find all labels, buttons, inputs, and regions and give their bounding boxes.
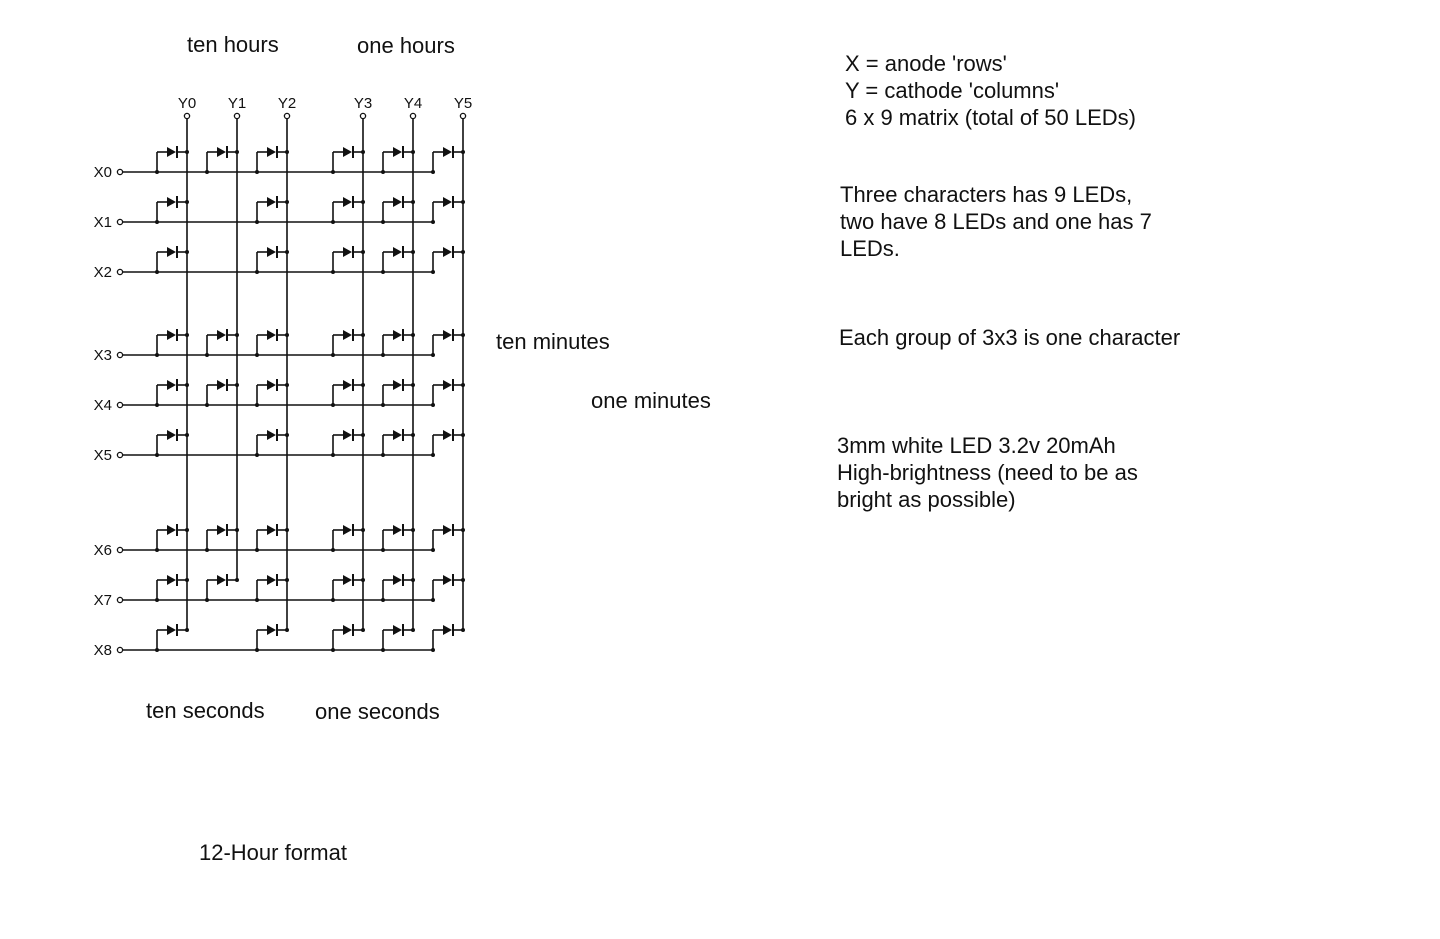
led-diode-icon bbox=[167, 625, 176, 635]
led-diode-icon bbox=[393, 575, 402, 585]
note-line: X = anode 'rows' bbox=[845, 51, 1007, 76]
led-diode-icon bbox=[343, 197, 352, 207]
junction-dot bbox=[185, 250, 189, 254]
note-line: High-brightness (need to be as bbox=[837, 460, 1138, 485]
note-line: 6 x 9 matrix (total of 50 LEDs) bbox=[845, 105, 1136, 130]
row-label-x1: X1 bbox=[93, 214, 112, 231]
note-counts bbox=[840, 181, 1152, 262]
junction-dot bbox=[285, 528, 289, 532]
led-diode-icon bbox=[267, 525, 276, 535]
junction-dot bbox=[461, 578, 465, 582]
led-diode-icon bbox=[343, 430, 352, 440]
column-terminal-y4 bbox=[410, 113, 415, 118]
junction-dot bbox=[285, 250, 289, 254]
junction-dot bbox=[155, 648, 159, 652]
junction-dot bbox=[461, 200, 465, 204]
note-line: LEDs. bbox=[840, 236, 900, 261]
row-label-x3: X3 bbox=[93, 347, 112, 364]
row-label-x0: X0 bbox=[93, 164, 112, 181]
junction-dot bbox=[185, 628, 189, 632]
junction-dot bbox=[361, 383, 365, 387]
junction-dot bbox=[461, 528, 465, 532]
label-ten-minutes: ten minutes bbox=[496, 329, 610, 354]
row-terminal-x3 bbox=[117, 352, 122, 357]
junction-dot bbox=[431, 548, 435, 552]
junction-dot bbox=[331, 598, 335, 602]
note-line: Three characters has 9 LEDs, bbox=[840, 182, 1133, 207]
junction-dot bbox=[155, 353, 159, 357]
row-label-x2: X2 bbox=[93, 264, 112, 281]
label-one-seconds: one seconds bbox=[315, 699, 440, 724]
column-label-y0: Y0 bbox=[177, 95, 197, 112]
junction-dot bbox=[431, 648, 435, 652]
led-diode-icon bbox=[217, 330, 226, 340]
column-label-y2: Y2 bbox=[277, 95, 297, 112]
row-terminal-x8 bbox=[117, 647, 122, 652]
junction-dot bbox=[411, 150, 415, 154]
junction-dot bbox=[185, 433, 189, 437]
junction-dot bbox=[431, 270, 435, 274]
led-diode-icon bbox=[267, 330, 276, 340]
led-diode-icon bbox=[443, 330, 452, 340]
junction-dot bbox=[255, 170, 259, 174]
led-diode-icon bbox=[167, 525, 176, 535]
row-label-x7: X7 bbox=[93, 592, 112, 609]
junction-dot bbox=[235, 333, 239, 337]
junction-dot bbox=[185, 200, 189, 204]
led-diode-icon bbox=[343, 147, 352, 157]
junction-dot bbox=[185, 528, 189, 532]
junction-dot bbox=[255, 648, 259, 652]
junction-dot bbox=[431, 170, 435, 174]
note-line: Y = cathode 'columns' bbox=[845, 78, 1060, 103]
led-diode-icon bbox=[443, 147, 452, 157]
junction-dot bbox=[381, 170, 385, 174]
label-format: 12-Hour format bbox=[199, 840, 347, 865]
junction-dot bbox=[155, 548, 159, 552]
row-terminal-x6 bbox=[117, 547, 122, 552]
junction-dot bbox=[155, 270, 159, 274]
junction-dot bbox=[255, 548, 259, 552]
junction-dot bbox=[461, 150, 465, 154]
junction-dot bbox=[381, 453, 385, 457]
junction-dot bbox=[381, 220, 385, 224]
led-diode-icon bbox=[267, 247, 276, 257]
junction-dot bbox=[185, 383, 189, 387]
junction-dot bbox=[285, 333, 289, 337]
junction-dot bbox=[381, 270, 385, 274]
junction-dot bbox=[431, 220, 435, 224]
led-diode-icon bbox=[217, 575, 226, 585]
note-line: Each group of 3x3 is one character bbox=[839, 325, 1181, 350]
row-label-x5: X5 bbox=[93, 447, 112, 464]
junction-dot bbox=[361, 628, 365, 632]
junction-dot bbox=[285, 628, 289, 632]
junction-dot bbox=[205, 170, 209, 174]
led-diode-icon bbox=[343, 247, 352, 257]
column-label-y4: Y4 bbox=[403, 95, 423, 112]
led-diode-icon bbox=[343, 625, 352, 635]
led-diode-icon bbox=[443, 430, 452, 440]
note-line: two have 8 LEDs and one has 7 bbox=[840, 209, 1152, 234]
junction-dot bbox=[331, 170, 335, 174]
led-diode-icon bbox=[167, 330, 176, 340]
junction-dot bbox=[461, 628, 465, 632]
junction-dot bbox=[361, 250, 365, 254]
led-diode-icon bbox=[217, 380, 226, 390]
junction-dot bbox=[431, 353, 435, 357]
note-grouping bbox=[839, 324, 1180, 351]
column-terminal-y5 bbox=[460, 113, 465, 118]
led-diode-icon bbox=[343, 330, 352, 340]
row-terminal-x5 bbox=[117, 452, 122, 457]
label-ten-seconds: ten seconds bbox=[146, 698, 265, 723]
row-terminal-x7 bbox=[117, 597, 122, 602]
junction-dot bbox=[411, 628, 415, 632]
junction-dot bbox=[461, 250, 465, 254]
led-diode-icon bbox=[167, 147, 176, 157]
led-diode-icon bbox=[393, 525, 402, 535]
led-diode-icon bbox=[343, 575, 352, 585]
junction-dot bbox=[381, 598, 385, 602]
junction-dot bbox=[155, 220, 159, 224]
led-diode-icon bbox=[393, 430, 402, 440]
label-ten-hours: ten hours bbox=[187, 32, 279, 57]
junction-dot bbox=[361, 150, 365, 154]
junction-dot bbox=[235, 528, 239, 532]
note-line: bright as possible) bbox=[837, 487, 1016, 512]
junction-dot bbox=[411, 333, 415, 337]
column-label-y3: Y3 bbox=[353, 95, 373, 112]
row-label-x6: X6 bbox=[93, 542, 112, 559]
led-diode-icon bbox=[393, 147, 402, 157]
junction-dot bbox=[361, 200, 365, 204]
junction-dot bbox=[411, 383, 415, 387]
junction-dot bbox=[361, 433, 365, 437]
led-diode-icon bbox=[393, 380, 402, 390]
note-matrix bbox=[845, 50, 1136, 131]
junction-dot bbox=[255, 220, 259, 224]
row-terminal-x1 bbox=[117, 219, 122, 224]
led-diode-icon bbox=[217, 525, 226, 535]
led-diode-icon bbox=[267, 625, 276, 635]
junction-dot bbox=[411, 578, 415, 582]
led-diode-icon bbox=[267, 380, 276, 390]
led-diode-icon bbox=[167, 197, 176, 207]
junction-dot bbox=[431, 403, 435, 407]
column-terminal-y1 bbox=[234, 113, 239, 118]
row-terminal-x0 bbox=[117, 169, 122, 174]
column-terminal-y0 bbox=[184, 113, 189, 118]
label-one-minutes: one minutes bbox=[591, 388, 711, 413]
junction-dot bbox=[431, 598, 435, 602]
junction-dot bbox=[155, 403, 159, 407]
junction-dot bbox=[255, 353, 259, 357]
junction-dot bbox=[255, 598, 259, 602]
junction-dot bbox=[331, 270, 335, 274]
junction-dot bbox=[411, 528, 415, 532]
junction-dot bbox=[285, 383, 289, 387]
led-diode-icon bbox=[267, 147, 276, 157]
led-diode-icon bbox=[167, 380, 176, 390]
junction-dot bbox=[285, 433, 289, 437]
led-diode-icon bbox=[267, 197, 276, 207]
junction-dot bbox=[235, 578, 239, 582]
column-terminal-y2 bbox=[284, 113, 289, 118]
note-line: 3mm white LED 3.2v 20mAh bbox=[837, 433, 1116, 458]
led-diode-icon bbox=[393, 625, 402, 635]
junction-dot bbox=[381, 548, 385, 552]
junction-dot bbox=[381, 403, 385, 407]
row-label-x4: X4 bbox=[93, 397, 112, 414]
led-diode-icon bbox=[443, 380, 452, 390]
junction-dot bbox=[155, 453, 159, 457]
led-diode-icon bbox=[393, 247, 402, 257]
junction-dot bbox=[381, 353, 385, 357]
junction-dot bbox=[381, 648, 385, 652]
junction-dot bbox=[185, 150, 189, 154]
led-diode-icon bbox=[393, 330, 402, 340]
junction-dot bbox=[285, 150, 289, 154]
junction-dot bbox=[155, 170, 159, 174]
led-diode-icon bbox=[343, 380, 352, 390]
junction-dot bbox=[431, 453, 435, 457]
label-one-hours: one hours bbox=[357, 33, 455, 58]
junction-dot bbox=[235, 383, 239, 387]
led-diode-icon bbox=[443, 247, 452, 257]
led-diode-icon bbox=[167, 430, 176, 440]
junction-dot bbox=[205, 403, 209, 407]
junction-dot bbox=[235, 150, 239, 154]
column-label-y1: Y1 bbox=[227, 95, 247, 112]
junction-dot bbox=[205, 598, 209, 602]
led-diode-icon bbox=[343, 525, 352, 535]
junction-dot bbox=[331, 548, 335, 552]
led-diode-icon bbox=[217, 147, 226, 157]
junction-dot bbox=[461, 333, 465, 337]
junction-dot bbox=[155, 598, 159, 602]
led-diode-icon bbox=[443, 625, 452, 635]
row-terminal-x4 bbox=[117, 402, 122, 407]
junction-dot bbox=[361, 528, 365, 532]
row-terminal-x2 bbox=[117, 269, 122, 274]
junction-dot bbox=[185, 578, 189, 582]
note-led bbox=[837, 432, 1138, 513]
junction-dot bbox=[331, 453, 335, 457]
column-label-y5: Y5 bbox=[453, 95, 473, 112]
row-label-x8: X8 bbox=[93, 642, 112, 659]
led-diode-icon bbox=[167, 575, 176, 585]
junction-dot bbox=[461, 433, 465, 437]
junction-dot bbox=[185, 333, 189, 337]
junction-dot bbox=[361, 333, 365, 337]
junction-dot bbox=[205, 548, 209, 552]
led-diode-icon bbox=[167, 247, 176, 257]
junction-dot bbox=[411, 433, 415, 437]
junction-dot bbox=[205, 353, 209, 357]
led-diode-icon bbox=[443, 525, 452, 535]
led-diode-icon bbox=[443, 197, 452, 207]
led-diode-icon bbox=[267, 430, 276, 440]
junction-dot bbox=[255, 403, 259, 407]
junction-dot bbox=[411, 200, 415, 204]
junction-dot bbox=[255, 270, 259, 274]
junction-dot bbox=[331, 353, 335, 357]
junction-dot bbox=[331, 220, 335, 224]
junction-dot bbox=[285, 578, 289, 582]
junction-dot bbox=[461, 383, 465, 387]
column-terminal-y3 bbox=[360, 113, 365, 118]
led-diode-icon bbox=[267, 575, 276, 585]
junction-dot bbox=[285, 200, 289, 204]
junction-dot bbox=[411, 250, 415, 254]
led-diode-icon bbox=[443, 575, 452, 585]
junction-dot bbox=[255, 453, 259, 457]
led-diode-icon bbox=[393, 197, 402, 207]
junction-dot bbox=[331, 403, 335, 407]
junction-dot bbox=[361, 578, 365, 582]
junction-dot bbox=[331, 648, 335, 652]
